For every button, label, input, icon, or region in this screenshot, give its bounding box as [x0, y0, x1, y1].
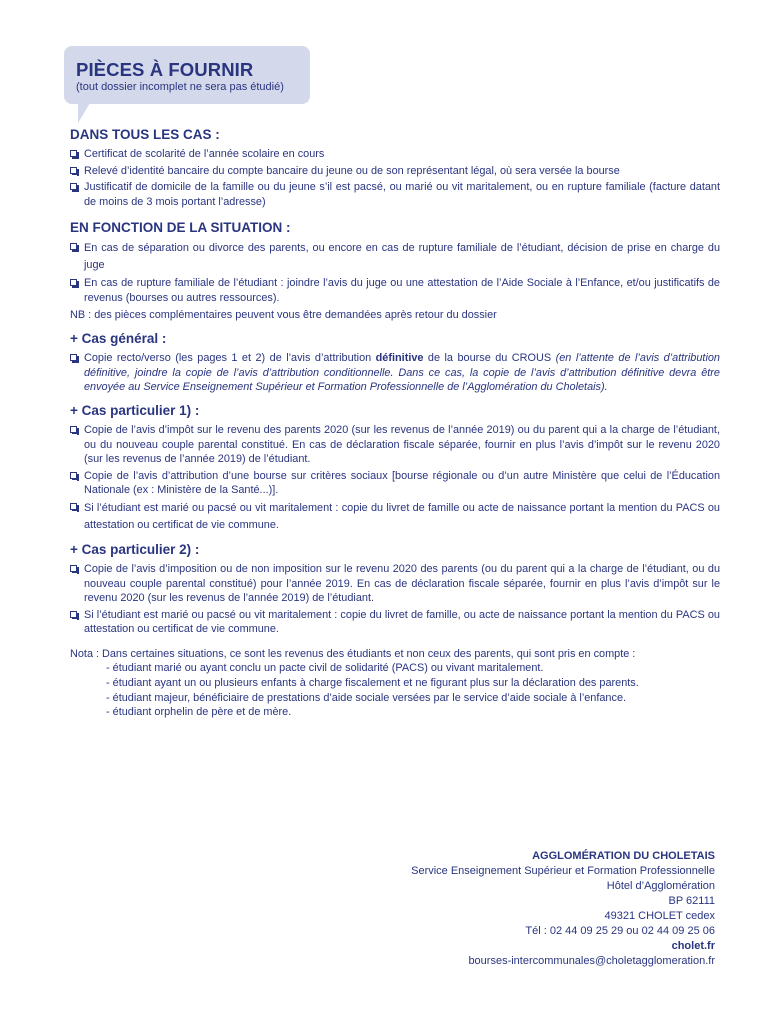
checklist-item [70, 276, 720, 305]
checklist-item-text: Copie de l’avis d’impôt sur le revenu des parents 2020 (sur les revenus de l’année 2019) ou du parent qui a la charge de l’étudiant, ou du nouveau couple parental constitué. En cas de déclaration fiscale séparée, fournir en plus l’avis d’impôt sur le revenu 2020 (sur les revenus de l’année 2019) de l’étudiant. [84, 423, 720, 466]
nota-section [70, 647, 720, 720]
city-line: 49321 CHOLET cedex [604, 910, 715, 922]
checkbox-icon [70, 279, 77, 286]
checkbox-icon [70, 150, 77, 157]
checklist-item [70, 469, 720, 498]
checkbox-icon [70, 503, 77, 510]
checklist-item-text: Justificatif de domicile de la famille ou du jeune s’il est pacsé, ou marié ou vit maritalement, ou en rupture familiale (facture datant de moins de 3 mois portant l’adresse) [84, 181, 720, 208]
checklist-item-text: Si l’étudiant est marié ou pacsé ou vit maritalement : copie du livret de famille, ou acte de naissance portant la mention du PACS ou attestation ou certificat de vie commune. [84, 608, 720, 636]
nota-list [102, 661, 720, 719]
checklist-item [70, 562, 720, 606]
organization-name: AGGLOMÉRATION DU CHOLETAIS [532, 850, 715, 862]
checklist-item-text: Copie de l’avis d’imposition ou de non imposition sur le revenu 2020 des parents (ou du parent qui a la charge de l’étudiant, ou du nouveau couple parental constitué) pour l’année 2019. En cas de déclaration fiscale séparée, fournir en plus l’avis d’impôt sur le revenu 2020 (sur les revenus de l’année 2019) de l’étudiant. [84, 562, 720, 605]
nb-note: NB : des pièces complémentaires peuvent vous être demandées après retour du dossier [70, 308, 497, 321]
checklist-item [70, 351, 720, 395]
checkbox-icon [70, 611, 77, 618]
service-name: Service Enseignement Supérieur et Formation Professionnelle [411, 865, 715, 877]
emphasis-text: définitive [375, 352, 424, 365]
callout-tail [78, 103, 90, 123]
nota-item: - étudiant orphelin de père et de mère. [106, 706, 292, 719]
section-title-particular-2: + Cas particulier 2) : [70, 541, 200, 557]
checklist-item [70, 180, 720, 209]
checklist-item [70, 240, 720, 274]
section-general-case [70, 330, 720, 395]
checklist-item [70, 164, 720, 179]
checkbox-icon [70, 565, 77, 572]
nota-intro: Dans certaines situations, ce sont les revenus des étudiants et non ceux des parents, qui sont pris en compte : [102, 647, 636, 660]
section-title-by-situation: EN FONCTION DE LA SITUATION : [70, 220, 291, 236]
checklist-by-situation [70, 240, 720, 305]
section-all-cases [70, 126, 720, 209]
checklist-item-text: Copie recto/verso (les pages 1 et 2) de l’avis d’attribution [84, 352, 376, 365]
checklist-item [70, 423, 720, 467]
checklist-all-cases [70, 147, 720, 209]
checklist-general-case [70, 351, 720, 395]
checkbox-icon [70, 426, 77, 433]
phone-line: Tél : 02 44 09 25 29 ou 02 44 09 25 06 [525, 925, 715, 937]
checkbox-icon [70, 354, 77, 361]
page-subtitle: (tout dossier incomplet ne sera pas étudié) [76, 81, 284, 93]
nota-body [102, 647, 720, 720]
checklist-item-text: Relevé d’identité bancaire du compte bancaire du jeune ou de son représentant légal, où sera versée la bourse [84, 164, 620, 177]
checkbox-icon [70, 183, 77, 190]
header-callout [64, 46, 310, 104]
checklist-item-text: En cas de rupture familiale de l’étudiant : joindre l’avis du juge ou une attestation de l’Aide Sociale à l’Enfance, et/ou justificatifs de revenus (bourses ou autres ressources). [84, 277, 720, 304]
nota-item: - étudiant majeur, bénéficiaire de prestations d’aide sociale versées par le service d’aide sociale à l’enfance. [106, 691, 627, 704]
italic-note: (en l’attente de l’avis d’attribution définitive, joindre la copie de l’avis d’attribution conditionnelle. Dans ce cas, la copie de l’avis d’attribution définitive devra être envoyée au Service Enseignement Supérieur et Formation Professionnelle de l’Agglomération du Choletais). [84, 352, 720, 394]
building-name: Hôtel d’Agglomération [606, 880, 715, 892]
website-link[interactable]: cholet.fr [671, 940, 715, 952]
checkbox-icon [70, 243, 77, 250]
checkbox-icon [70, 472, 77, 479]
section-title-particular-1: + Cas particulier 1) : [70, 402, 200, 418]
checklist-item-text: Si l’étudiant est marié ou pacsé ou vit maritalement : copie du livret de famille ou acte de naissance portant la mention du PACS ou attestation ou certificat de vie commune. [84, 501, 720, 531]
page-title: PIÈCES À FOURNIR [76, 59, 254, 80]
section-by-situation [70, 219, 720, 322]
document-body [70, 126, 720, 720]
checklist-item-text: Certificat de scolarité de l’année scolaire en cours [84, 148, 325, 160]
checkbox-icon [70, 167, 77, 174]
contact-block [411, 849, 715, 969]
section-title-general-case: + Cas général : [70, 331, 167, 347]
nota-item: - étudiant marié ou ayant conclu un pacte civil de solidarité (PACS) ou vivant maritalement. [106, 662, 544, 675]
nota-label: Nota : [70, 647, 100, 660]
checklist-particular-1 [70, 423, 720, 534]
section-particular-1 [70, 402, 720, 534]
checklist-item-text: En cas de séparation ou divorce des parents, ou encore en cas de rupture familiale de l’étudiant, décision de prise en charge du juge [84, 242, 720, 272]
nota-item: - étudiant ayant un ou plusieurs enfants à charge fiscalement et ne figurant plus sur la déclaration des parents. [106, 677, 639, 690]
section-title-all-cases: DANS TOUS LES CAS : [70, 127, 220, 142]
email-link[interactable]: bourses-intercommunales@choletagglomeration.fr [468, 955, 715, 967]
checklist-item [70, 500, 720, 534]
checklist-item-text: de la bourse du CROUS [423, 352, 556, 365]
checklist-item [70, 147, 720, 162]
section-particular-2 [70, 541, 720, 637]
postal-box: BP 62111 [668, 895, 715, 907]
checklist-item-text: Copie de l’avis d’attribution d’une bourse sur critères sociaux [bourse régionale ou d’un autre Ministère que celui de l’Éducation Nationale (ex : Ministère de la Santé...)]. [84, 469, 720, 497]
checklist-item [70, 608, 720, 637]
checklist-particular-2 [70, 562, 720, 637]
